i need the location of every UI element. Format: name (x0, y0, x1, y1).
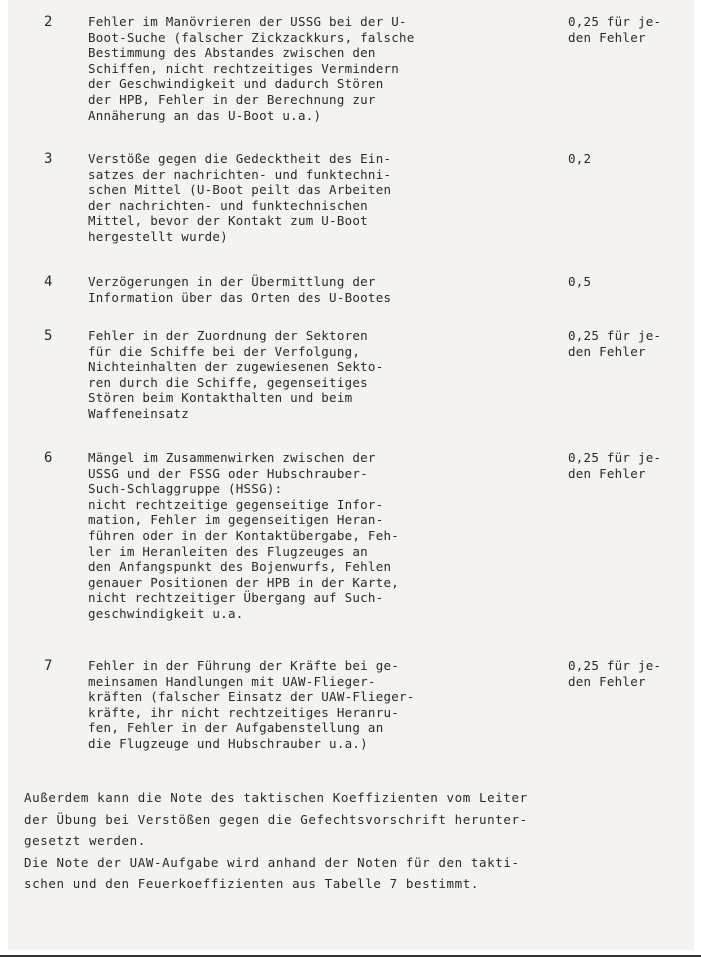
item-number: 3 (44, 151, 53, 167)
description-line: fen, Fehler in der Aufgabenstellung an (88, 720, 384, 736)
description-line: der nachrichten- und funktechnischen (88, 197, 368, 213)
value-line: 0,5 (568, 274, 592, 289)
item-description (88, 151, 391, 245)
description-line: kräfte, ihr nicht rechtzeitiges Heranru- (88, 704, 400, 720)
paragraph-line: Die Note der UAW-Aufgabe wird anhand der Noten für den takti- (24, 854, 520, 870)
description-line: mation, Fehler im gegenseitigen Heran- (88, 512, 384, 528)
value-line: 0,2 (568, 151, 592, 166)
item-description (88, 450, 399, 622)
item-number: 4 (44, 274, 53, 290)
description-line: für die Schiffe bei der Verfolgung, (88, 343, 361, 359)
paragraph-line: schen und den Feuerkoeffizienten aus Tabelle 7 bestimmt. (24, 876, 480, 891)
description-line: den Anfangspunkt des Bojenwurfs, Fehlen (88, 559, 392, 575)
item-value (568, 328, 661, 359)
description-line: Verstöße gegen die Gedecktheit des Ein- (88, 151, 392, 166)
description-line: führen oder in der Kontaktübergabe, Feh- (88, 527, 400, 543)
description-line: hergestellt wurde) (88, 228, 228, 244)
description-line: Such-Schlaggruppe (HSSG): (88, 481, 283, 497)
description-line: Waffeneinsatz (88, 405, 190, 421)
description-line: die Flugzeuge und Hubschrauber u.a.) (88, 735, 368, 751)
document-page (8, 0, 694, 950)
description-line: ren durch die Schiffe, gegenseitiges (88, 374, 368, 390)
value-line: 0,25 für je- (568, 328, 662, 343)
description-line: genauer Positionen der HPB in der Karte, (88, 574, 400, 590)
description-line: Annäherung an das U-Boot u.a.) (88, 107, 322, 123)
description-line: geschwindigkeit u.a. (88, 605, 244, 621)
description-line: USSG und der FSSG oder Hubschrauber- (88, 465, 368, 481)
description-line: nicht rechtzeitige gegenseitige Infor- (88, 496, 384, 512)
item-number: 6 (44, 450, 53, 466)
item-value (568, 658, 661, 689)
item-value (568, 151, 591, 167)
value-line: 0,25 für je- (568, 14, 662, 29)
description-line: Mängel im Zusammenwirken zwischen der (88, 450, 376, 465)
description-line: Boot-Suche (falscher Zickzackkurs, falsche (88, 29, 415, 45)
description-line: Mittel, bevor der Kontakt zum U-Boot (88, 213, 368, 229)
item-description (88, 328, 383, 422)
description-line: Fehler in der Zuordnung der Sektoren (88, 328, 368, 343)
value-line: den Fehler (568, 465, 646, 481)
value-line: den Fehler (568, 673, 646, 689)
description-line: satzes der nachrichten- und funktechni- (88, 166, 392, 182)
item-description (88, 274, 391, 305)
closing-paragraph (24, 787, 689, 895)
description-line: Information über das Orten des U-Bootes (88, 289, 392, 305)
description-line: Schiffen, nicht rechtzeitiges Vermindern (88, 60, 400, 76)
item-number: 7 (44, 658, 53, 674)
value-line: 0,25 für je- (568, 450, 662, 465)
bottom-border-line (0, 955, 701, 957)
description-line: Nichteinhalten der zugewiesenen Sekto- (88, 359, 384, 375)
description-line: nicht rechtzeitiger Übergang auf Such- (88, 590, 384, 606)
paragraph-line: der Übung bei Verstößen gegen die Gefechtsvorschrift herunter- (24, 811, 528, 827)
description-line: Fehler in der Führung der Kräfte bei ge- (88, 658, 400, 673)
value-line: 0,25 für je- (568, 658, 662, 673)
paragraph-line: Außerdem kann die Note des taktischen Koeffizienten vom Leiter (24, 790, 528, 805)
item-value (568, 14, 661, 45)
description-line: Stören beim Kontakthalten und beim (88, 390, 353, 406)
description-line: Bestimmung des Abstandes zwischen den (88, 45, 376, 61)
item-number: 5 (44, 328, 53, 344)
item-description (88, 14, 415, 123)
description-line: Fehler im Manövrieren der USSG bei der U- (88, 14, 407, 29)
paragraph-line: gesetzt werden. (24, 833, 146, 848)
item-value (568, 274, 591, 290)
item-number: 2 (44, 14, 53, 30)
description-line: kräften (falscher Einsatz der UAW-Flieger- (88, 689, 415, 705)
description-line: Verzögerungen in der Übermittlung der (88, 274, 376, 289)
description-line: der Geschwindigkeit und dadurch Stören (88, 76, 384, 92)
value-line: den Fehler (568, 343, 646, 359)
description-line: meinsamen Handlungen mit UAW-Flieger- (88, 673, 376, 689)
description-line: schen Mittel (U-Boot peilt das Arbeiten (88, 182, 392, 198)
value-line: den Fehler (568, 29, 646, 45)
item-value (568, 450, 661, 481)
item-description (88, 658, 415, 752)
description-line: der HPB, Fehler in der Berechnung zur (88, 91, 376, 107)
description-line: ler im Heranleiten des Flugzeuges an (88, 543, 368, 559)
